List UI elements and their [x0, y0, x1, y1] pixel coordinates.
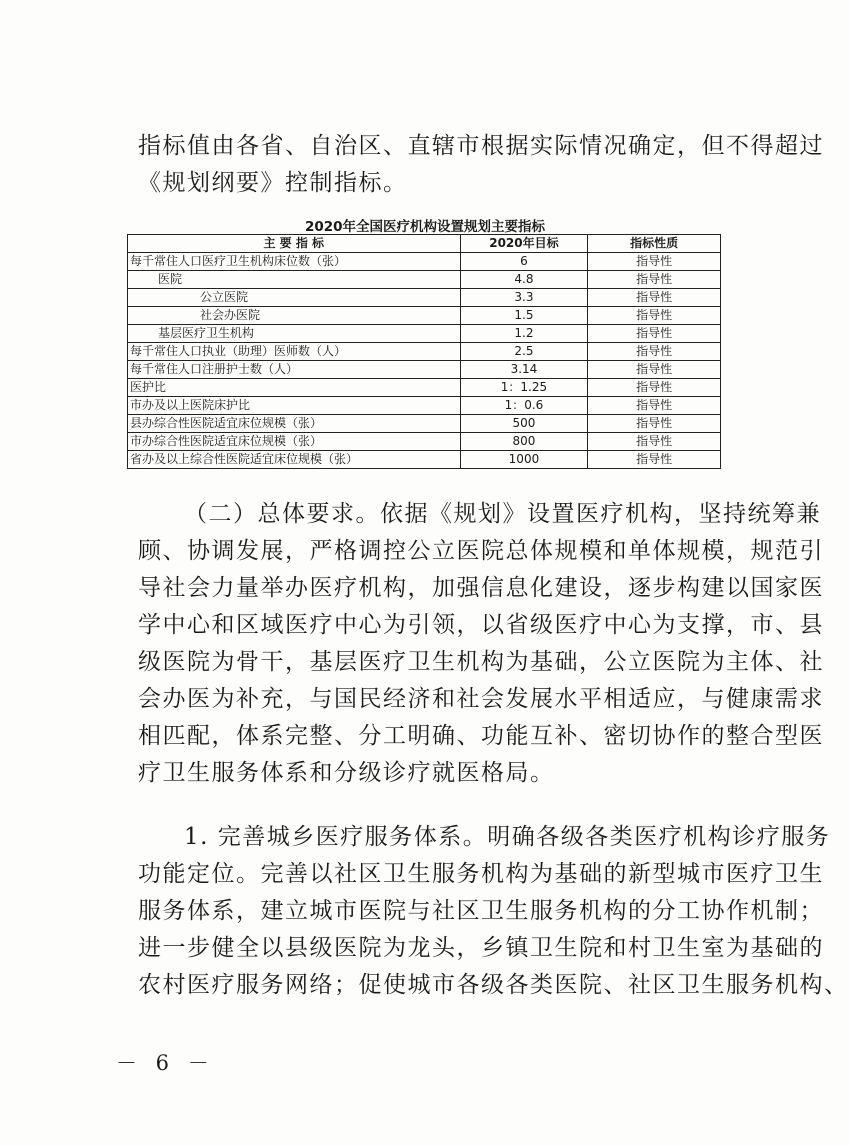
indicator-cell: 省办及以上综合性医院适宜床位规模（张） — [128, 451, 461, 469]
intro-paragraph — [138, 128, 824, 202]
indicator-cell: 市办及以上医院床护比 — [128, 397, 461, 415]
target-cell: 1.5 — [460, 307, 588, 325]
table-row — [128, 271, 721, 289]
text-line: 1. 完善城乡医疗服务体系。明确各级各类医疗机构诊疗服务 — [184, 824, 831, 850]
text-line: 服务体系，建立城市医院与社区卫生服务机构的分工协作机制； — [138, 898, 824, 924]
text-line: （二）总体要求。依据《规划》设置医疗机构，坚持统筹兼 — [184, 501, 821, 527]
target-cell: 3.3 — [460, 289, 588, 307]
text-line: 相匹配，体系完整、分工明确、功能互补、密切协作的整合型医 — [138, 723, 824, 749]
text-line: 疗卫生服务体系和分级诊疗就医格局。 — [138, 760, 555, 786]
text-line: 会办医为补充，与国民经济和社会发展水平相适应，与健康需求 — [138, 686, 824, 712]
header-nature: 指标性质 — [588, 235, 721, 253]
indicator-cell: 医护比 — [128, 379, 461, 397]
nature-cell: 指导性 — [588, 361, 721, 379]
nature-cell: 指导性 — [588, 307, 721, 325]
target-cell: 2.5 — [460, 343, 588, 361]
target-cell: 6 — [460, 253, 588, 271]
nature-cell: 指导性 — [588, 325, 721, 343]
target-cell: 800 — [460, 433, 588, 451]
indicator-cell: 社会办医院 — [128, 307, 461, 325]
target-cell: 1000 — [460, 451, 588, 469]
item1-paragraph — [138, 819, 849, 1004]
table-row — [128, 361, 721, 379]
nature-cell: 指导性 — [588, 271, 721, 289]
text-line: 农村医疗服务网络；促使城市各级各类医院、社区卫生服务机构、 — [138, 972, 849, 998]
text-line: 《规划纲要》控制指标。 — [138, 170, 408, 196]
text-line: 指标值由各省、自治区、直辖市根据实际情况确定，但不得超过 — [138, 133, 824, 159]
target-cell: 1：0.6 — [460, 397, 588, 415]
target-cell: 4.8 — [460, 271, 588, 289]
text-line: 顾、协调发展，严格调控公立医院总体规模和单体规模，规范引 — [138, 538, 824, 564]
header-target: 2020年目标 — [460, 235, 588, 253]
overall-requirements-paragraph — [138, 496, 824, 792]
indicator-cell: 每千常住人口医疗卫生机构床位数（张） — [128, 253, 461, 271]
indicator-cell: 县办综合性医院适宜床位规模（张） — [128, 415, 461, 433]
indicator-cell: 医院 — [128, 271, 461, 289]
table-row — [128, 343, 721, 361]
nature-cell: 指导性 — [588, 397, 721, 415]
target-cell: 1：1.25 — [460, 379, 588, 397]
nature-cell: 指导性 — [588, 415, 721, 433]
target-cell: 500 — [460, 415, 588, 433]
nature-cell: 指导性 — [588, 343, 721, 361]
indicator-cell: 基层医疗卫生机构 — [128, 325, 461, 343]
table-row — [128, 289, 721, 307]
table-header-row — [128, 235, 721, 253]
indicators-table — [127, 234, 721, 469]
table-row — [128, 451, 721, 469]
nature-cell: 指导性 — [588, 379, 721, 397]
table-row — [128, 325, 721, 343]
nature-cell: 指导性 — [588, 289, 721, 307]
indicator-cell: 每千常住人口执业（助理）医师数（人） — [128, 343, 461, 361]
indicator-cell: 每千常住人口注册护士数（人） — [128, 361, 461, 379]
nature-cell: 指导性 — [588, 451, 721, 469]
text-line: 进一步健全以县级医院为龙头，乡镇卫生院和村卫生室为基础的 — [138, 935, 824, 961]
table-row — [128, 253, 721, 271]
target-cell: 3.14 — [460, 361, 588, 379]
nature-cell: 指导性 — [588, 253, 721, 271]
header-indicator: 主 要 指 标 — [128, 235, 461, 253]
table-row — [128, 379, 721, 397]
page-number: － 6 － — [116, 1051, 215, 1075]
indicator-cell: 市办综合性医院适宜床位规模（张） — [128, 433, 461, 451]
table-title: 2020年全国医疗机构设置规划主要指标 — [304, 219, 546, 235]
text-line: 功能定位。完善以社区卫生服务机构为基础的新型城市医疗卫生 — [138, 861, 824, 887]
text-line: 学中心和区域医疗中心为引领，以省级医疗中心为支撑，市、县 — [138, 612, 824, 638]
table-row — [128, 415, 721, 433]
table-row — [128, 433, 721, 451]
text-line: 级医院为骨干，基层医疗卫生机构为基础，公立医院为主体、社 — [138, 649, 824, 675]
target-cell: 1.2 — [460, 325, 588, 343]
table-row — [128, 307, 721, 325]
indicator-cell: 公立医院 — [128, 289, 461, 307]
table-row — [128, 397, 721, 415]
nature-cell: 指导性 — [588, 433, 721, 451]
text-line: 导社会力量举办医疗机构，加强信息化建设，逐步构建以国家医 — [138, 575, 824, 601]
